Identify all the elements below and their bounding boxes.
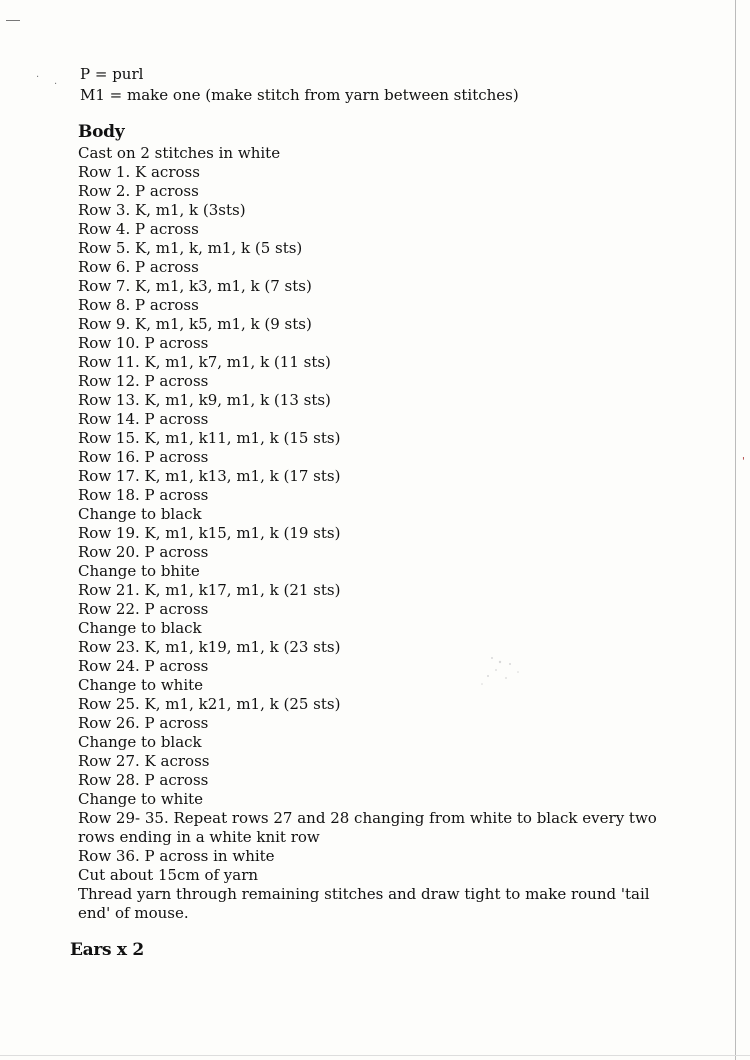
instruction-step: Change to bhite bbox=[78, 562, 200, 580]
definition-make-one: M1 = make one (make stitch from yarn between stitches) bbox=[80, 86, 519, 104]
instruction-step: Row 29- 35. Repeat rows 27 and 28 changing from white to black every two rows ending in a white knit row bbox=[78, 809, 657, 846]
section-title-body: Body bbox=[78, 122, 125, 142]
page-right-edge bbox=[735, 0, 736, 1060]
instruction-step: Row 14. P across bbox=[78, 410, 209, 428]
instruction-step: Cut about 15cm of yarn bbox=[78, 866, 259, 884]
instruction-step: Change to white bbox=[78, 676, 204, 694]
scan-speck: · bbox=[36, 72, 40, 83]
instruction-step: Row 18. P across bbox=[78, 486, 209, 504]
instruction-step: Row 9. K, m1, k5, m1, k (9 sts) bbox=[78, 315, 312, 333]
instruction-step: Row 26. P across bbox=[78, 714, 209, 732]
instruction-step: Row 28. P across bbox=[78, 771, 209, 789]
instruction-step: Row 36. P across in white bbox=[78, 847, 275, 865]
instruction-step: Row 20. P across bbox=[78, 543, 209, 561]
instruction-step: Change to black bbox=[78, 733, 202, 751]
instruction-step: Row 21. K, m1, k17, m1, k (21 sts) bbox=[78, 581, 341, 599]
instruction-step: Row 13. K, m1, k9, m1, k (13 sts) bbox=[78, 391, 331, 409]
instruction-step: Row 17. K, m1, k13, m1, k (17 sts) bbox=[78, 467, 341, 485]
instruction-step: Row 8. P across bbox=[78, 296, 199, 314]
instruction-step: Change to black bbox=[78, 619, 202, 637]
section-title-ears: Ears x 2 bbox=[70, 940, 144, 960]
scan-speck: . bbox=[54, 76, 58, 87]
page-bottom-edge bbox=[0, 1055, 750, 1056]
instruction-step: Cast on 2 stitches in white bbox=[78, 144, 281, 162]
instruction-step: Row 15. K, m1, k11, m1, k (15 sts) bbox=[78, 429, 341, 447]
body-steps-list bbox=[78, 144, 698, 923]
instruction-step: Row 10. P across bbox=[78, 334, 209, 352]
instruction-step: Row 27. K across bbox=[78, 752, 210, 770]
instruction-step: Row 22. P across bbox=[78, 600, 209, 618]
instruction-step: Row 16. P across bbox=[78, 448, 209, 466]
instruction-step: Row 11. K, m1, k7, m1, k (11 sts) bbox=[78, 353, 331, 371]
abbreviation-definitions bbox=[80, 64, 700, 106]
instruction-step: Row 23. K, m1, k19, m1, k (23 sts) bbox=[78, 638, 341, 656]
instruction-step: Row 24. P across bbox=[78, 657, 209, 675]
scan-speck: ' bbox=[742, 456, 745, 467]
instruction-step: Row 1. K across bbox=[78, 163, 200, 181]
instruction-step: Thread yarn through remaining stitches and draw tight to make round 'tail end' of mouse. bbox=[78, 885, 650, 922]
instruction-step: Row 12. P across bbox=[78, 372, 209, 390]
instruction-step: Row 5. K, m1, k, m1, k (5 sts) bbox=[78, 239, 303, 257]
instruction-step: Row 3. K, m1, k (3sts) bbox=[78, 201, 246, 219]
instruction-step: Row 7. K, m1, k3, m1, k (7 sts) bbox=[78, 277, 312, 295]
body-section bbox=[78, 120, 698, 923]
instruction-step: Row 25. K, m1, k21, m1, k (25 sts) bbox=[78, 695, 341, 713]
definition-purl: P = purl bbox=[80, 65, 144, 83]
instruction-step: Change to white bbox=[78, 790, 204, 808]
scan-corner-mark bbox=[6, 20, 20, 21]
instruction-step: Change to black bbox=[78, 505, 202, 523]
instruction-step: Row 4. P across bbox=[78, 220, 199, 238]
instruction-step: Row 19. K, m1, k15, m1, k (19 sts) bbox=[78, 524, 341, 542]
instruction-step: Row 6. P across bbox=[78, 258, 199, 276]
instruction-step: Row 2. P across bbox=[78, 182, 199, 200]
